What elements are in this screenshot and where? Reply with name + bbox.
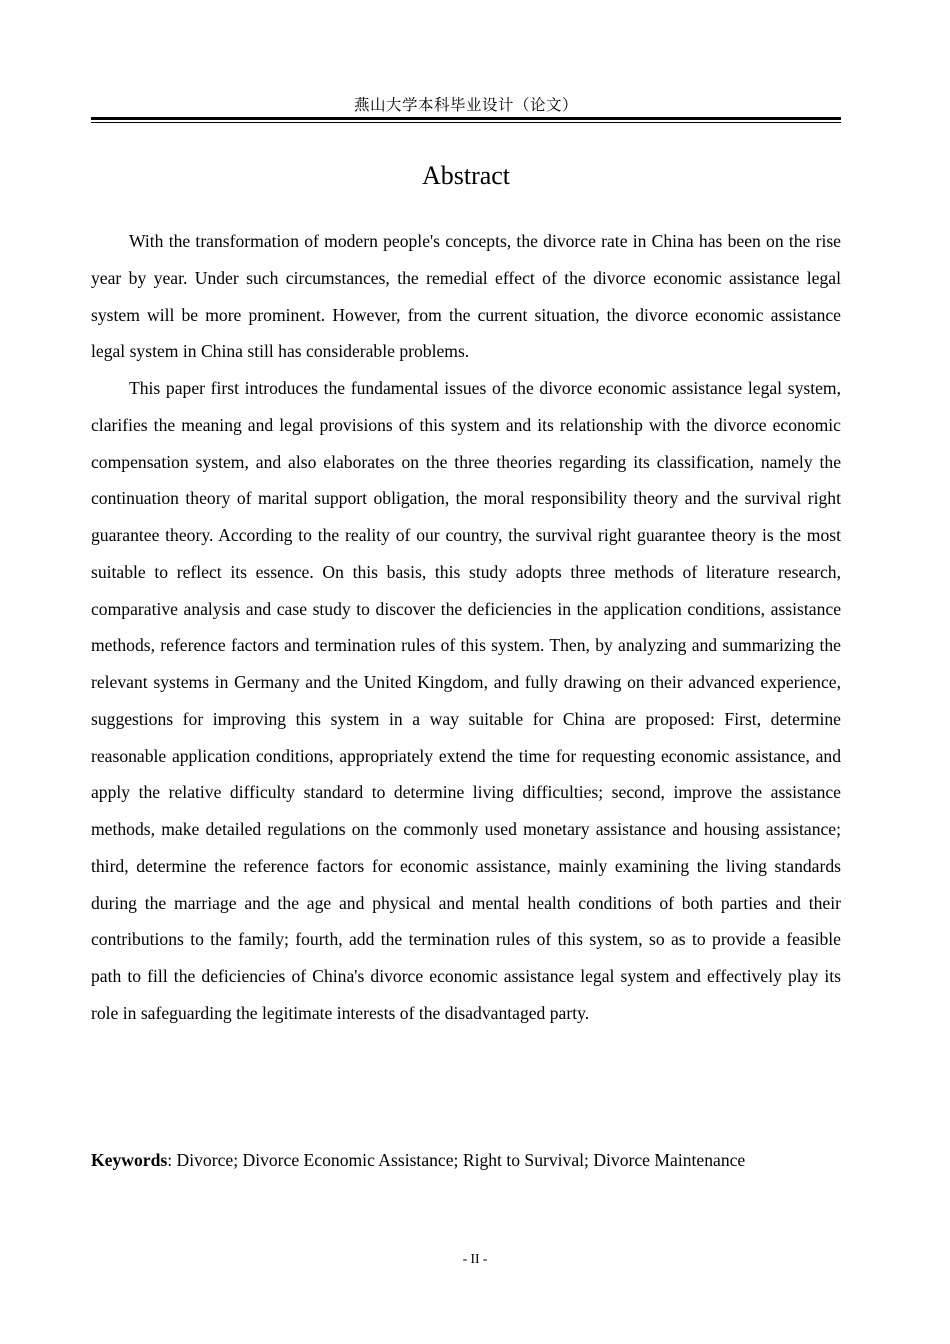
header-title: 燕山大学本科毕业设计（论文） [353,97,578,114]
header-rule-thin [91,122,841,123]
page-number: - II - [462,1251,488,1266]
page-header [91,95,841,123]
keywords-label: Keywords [91,1150,168,1170]
abstract-heading: Abstract [421,161,511,190]
abstract-body [91,223,841,1032]
abstract-paragraph-1: With the transformation of modern people's concepts, the divorce rate in China has been on the rise year by year. Under such circumstances, the remedial effect of the divorce economic assistance legal system will be more prominent. However, from the current situation, the divorce economic assistance legal system in China still has considerable problems. [91,231,841,362]
keywords-line [91,1142,841,1178]
keywords-text: Divorce; Divorce Economic Assistance; Right to Survival; Divorce Maintenance [176,1150,746,1170]
keywords-separator: : [167,1150,177,1170]
abstract-paragraph-2: This paper first introduces the fundamental issues of the divorce economic assistance legal system, clarifies the meaning and legal provisions of this system and its relationship with the divorce economic compensation system, and also elaborates on the three theories regarding its classification, namely the continuation theory of marital support obligation, the moral responsibility theory and the survival right guarantee theory. According to the reality of our country, the survival right guarantee theory is the most suitable to reflect its essence. On this basis, this study adopts three methods of literature research, comparative analysis and case study to discover the deficiencies in the application conditions, assistance methods, reference factors and termination rules of this system. Then, by analyzing and summarizing the relevant systems in Germany and the United Kingdom, and fully drawing on their advanced experience, suggestions for improving this system in a way suitable for China are proposed: First, determine reasonable application conditions, appropriately extend the time for requesting economic assistance, and apply the relative difficulty standard to determine living difficulties; second, improve the assistance methods, make detailed regulations on the commonly used monetary assistance and housing assistance; third, determine the reference factors for economic assistance, mainly examining the living standards during the marriage and the age and physical and mental health conditions of both parties and their contributions to the family; fourth, add the termination rules of this system, so as to provide a feasible path to fill the deficiencies of China's divorce economic assistance legal system and effectively play its role in safeguarding the legitimate interests of the disadvantaged party. [91,378,841,1023]
header-rule-thick [91,117,841,120]
